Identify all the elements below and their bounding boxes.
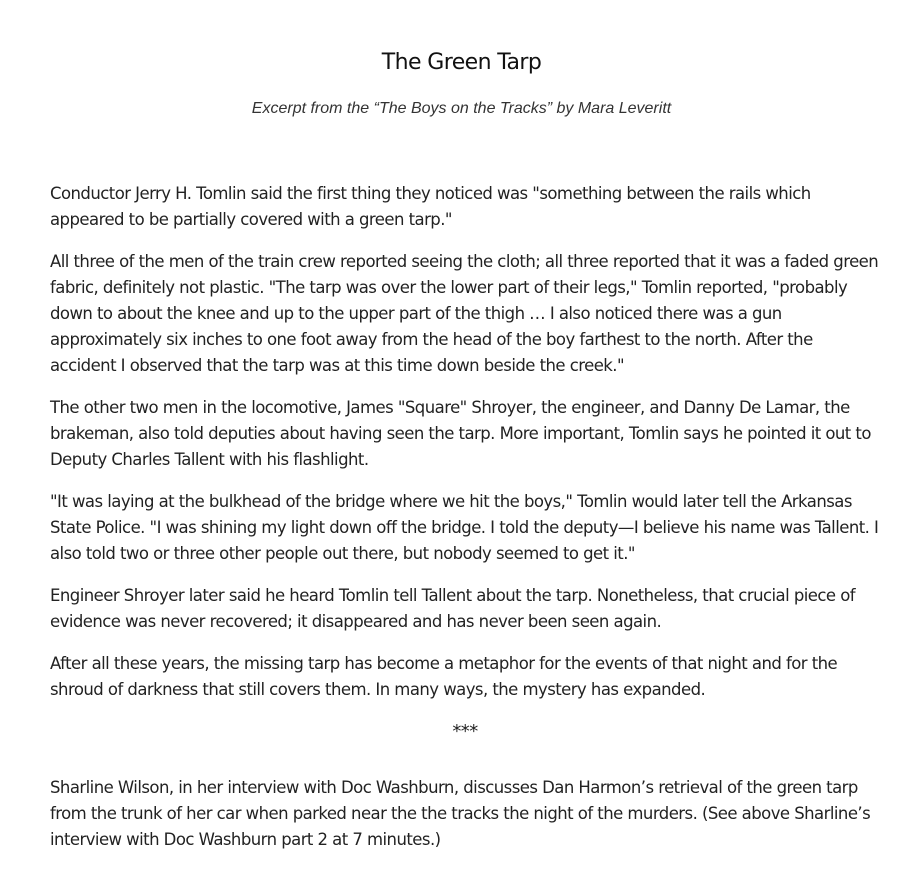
paragraph: Engineer Shroyer later said he heard Tomlin tell Tallent about the tarp. Nonetheless, that crucial piece of evidence was never recovered; it disappeared and has never been seen again. bbox=[50, 586, 856, 631]
paragraph: After all these years, the missing tarp has become a metaphor for the events of that night and for the shroud of darkness that still covers them. In many ways, the mystery has expanded. bbox=[50, 654, 838, 699]
closing-paragraph: Sharline Wilson, in her interview with Doc Washburn, discusses Dan Harmon’s retrieval of the green tarp from the trunk of her car when parked near the the tracks the night of the murders. (See above Sharline’s interview with Doc Washburn part 2 at 7 minutes.) bbox=[50, 778, 871, 849]
article-subtitle: Excerpt from the “The Boys on the Tracks” by Mara Leveritt bbox=[251, 100, 672, 117]
article-body bbox=[50, 181, 880, 869]
paragraph: All three of the men of the train crew reported seeing the cloth; all three reported that it was a faded green fabric, definitely not plastic. "The tarp was over the lower part of their legs," Tomlin reported, "probably down to about the knee and up to the upper part of the thigh … I also noticed there was a gun approximately six inches to one foot away from the head of the boy farthest to the north. After the accident I observed that the tarp was at this time down beside the creek." bbox=[50, 252, 879, 375]
section-separator: *** bbox=[452, 721, 478, 742]
page-title: The Green Tarp bbox=[381, 50, 542, 75]
paragraph: "It was laying at the bulkhead of the bridge where we hit the boys," Tomlin would later tell the Arkansas State Police. "I was shining my light down off the bridge. I told the deputy—I believe his name was Tallent. I also told two or three other people out there, but nobody seemed to get it." bbox=[50, 492, 879, 563]
paragraph: The other two men in the locomotive, James "Square" Shroyer, the engineer, and Danny De Lamar, the brakeman, also told deputies about having seen the tarp. More important, Tomlin says he pointed it out to Deputy Charles Tallent with his flashlight. bbox=[50, 398, 871, 469]
paragraph: Conductor Jerry H. Tomlin said the first thing they noticed was "something between the rails which appeared to be partially covered with a green tarp." bbox=[50, 184, 811, 229]
